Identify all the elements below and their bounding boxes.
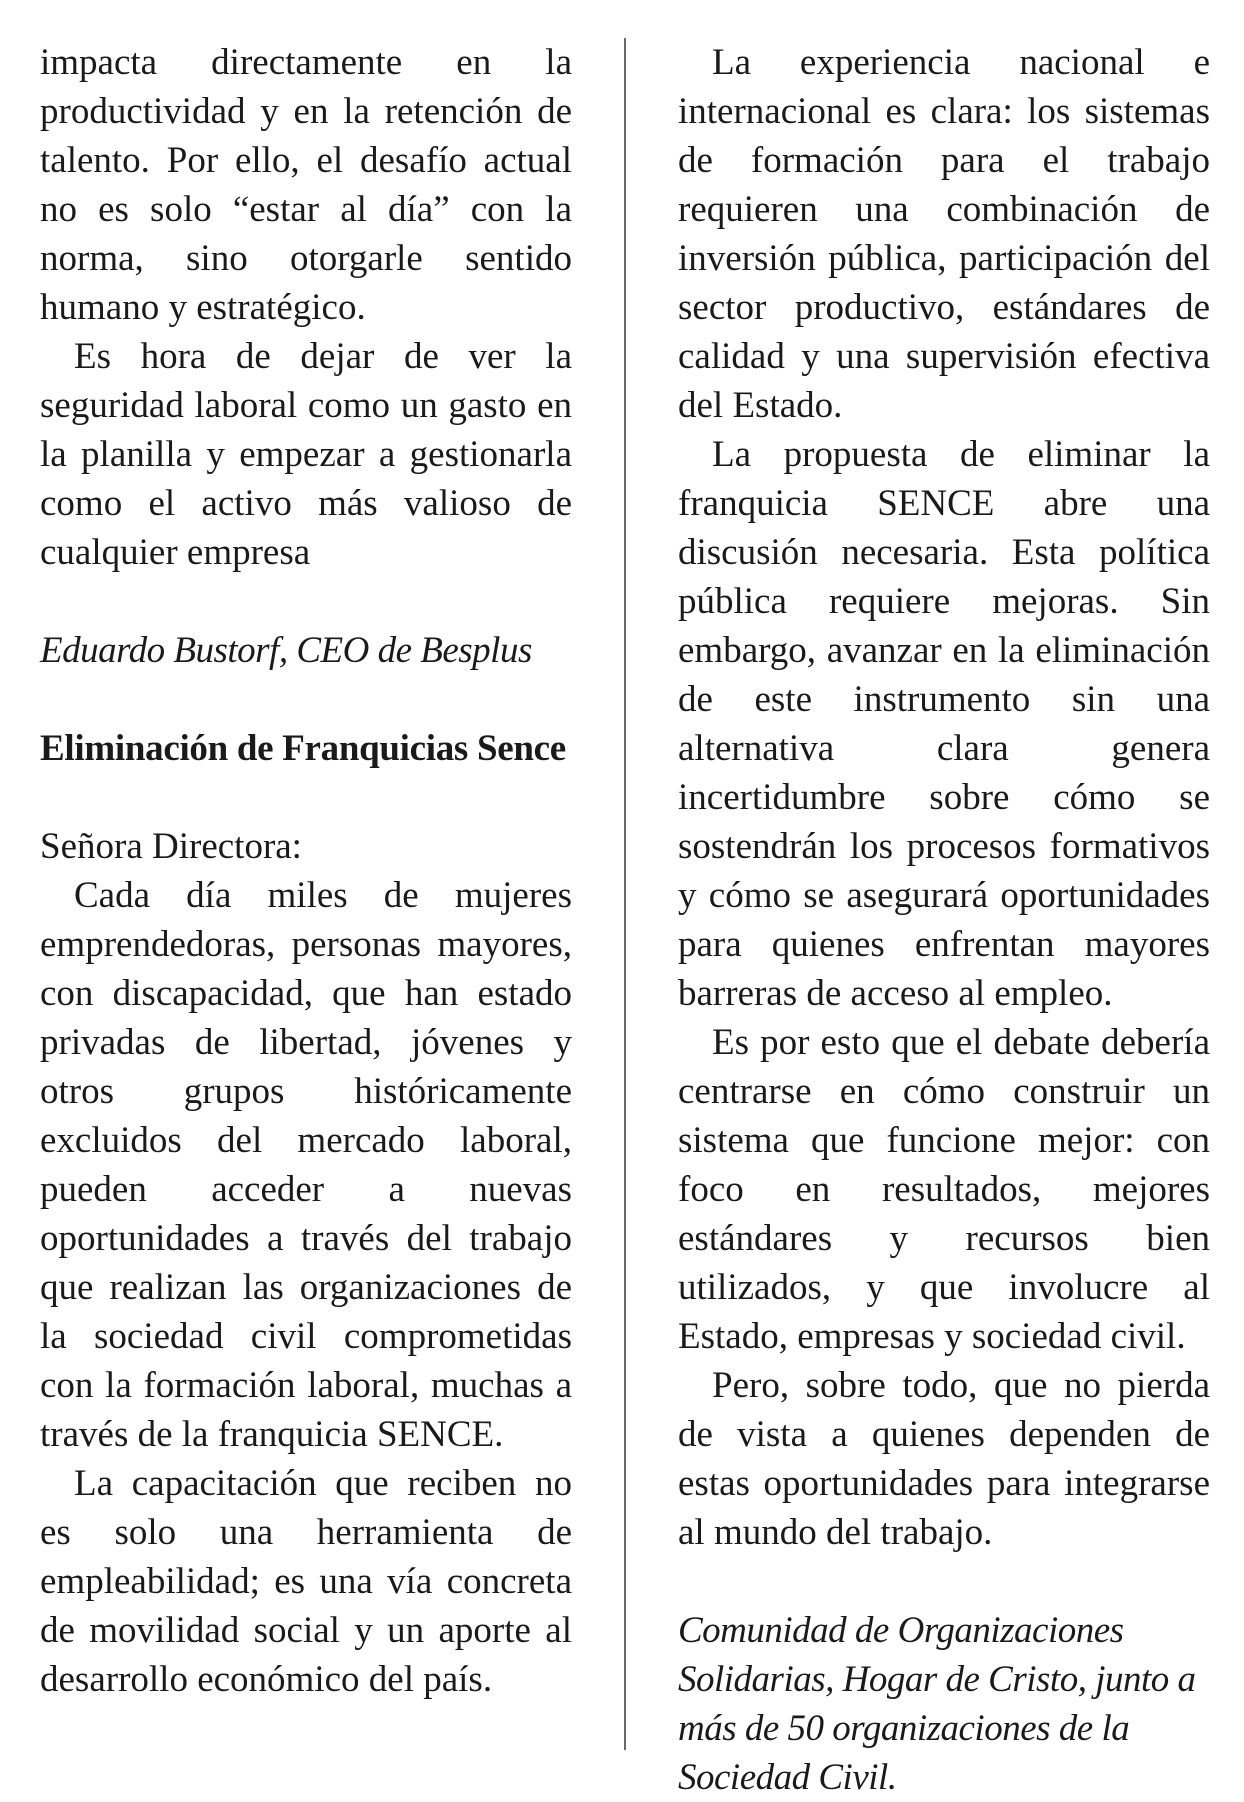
spacer bbox=[678, 1557, 1210, 1606]
spacer bbox=[40, 773, 572, 822]
left-column bbox=[40, 38, 572, 1704]
paragraph: Es hora de dejar de ver la seguridad laboral como un gasto en la planilla y empezar a gestionarla como el activo más valioso de cualquier empresa bbox=[40, 336, 572, 573]
spacer bbox=[40, 577, 572, 626]
paragraph: impacta directamente en la productividad y en la retención de talento. Por ello, el desafío actual no es solo “estar al día” con la norma, sino otorgarle sentido humano y estratégico. bbox=[40, 42, 572, 328]
letter-headline: Eliminación de Franquicias Sence bbox=[40, 728, 566, 769]
right-column bbox=[678, 38, 1210, 1802]
column-divider bbox=[624, 38, 626, 1750]
letter-salutation: Señora Directora: bbox=[40, 826, 302, 867]
letter-signature: Eduardo Bustorf, CEO de Besplus bbox=[40, 630, 532, 671]
paragraph: La experiencia nacional e internacional es clara: los sistemas de formación para el trabajo requieren una combinación de inversión pública, participación del sector productivo, estándares de calidad y una supervisión efectiva del Estado. bbox=[678, 42, 1210, 426]
letter-signature: Comunidad de Organizaciones Solidarias, Hogar de Cristo, junto a más de 50 organizaciones de la Sociedad Civil. bbox=[678, 1610, 1196, 1798]
spacer bbox=[40, 675, 572, 724]
paragraph: La capacitación que reciben no es solo una herramienta de empleabilidad; es una vía concreta de movilidad social y un aporte al desarrollo económico del país. bbox=[40, 1463, 572, 1700]
paragraph: Es por esto que el debate debería centrarse en cómo construir un sistema que funcione mejor: con foco en resultados, mejores estándares y recursos bien utilizados, y que involucre al Estado, empresas y sociedad civil. bbox=[678, 1022, 1210, 1357]
paragraph: Cada día miles de mujeres emprendedoras, personas mayores, con discapacidad, que han estado privadas de libertad, jóvenes y otros grupos históricamente excluidos del mercado laboral, pueden acceder a nuevas oportunidades a través del trabajo que realizan las organizaciones de la sociedad civil comprometidas con la formación laboral, muchas a través de la franquicia SENCE. bbox=[40, 875, 572, 1455]
paragraph: La propuesta de eliminar la franquicia SENCE abre una discusión necesaria. Esta política pública requiere mejoras. Sin embargo, avanzar en la eliminación de este instrumento sin una alternativa clara genera incertidumbre sobre cómo se sostendrán los procesos formativos y cómo se asegurará oportunidades para quienes enfrentan mayores barreras de acceso al empleo. bbox=[678, 434, 1210, 1014]
paragraph: Pero, sobre todo, que no pierda de vista a quienes dependen de estas oportunidades para integrarse al mundo del trabajo. bbox=[678, 1365, 1210, 1553]
